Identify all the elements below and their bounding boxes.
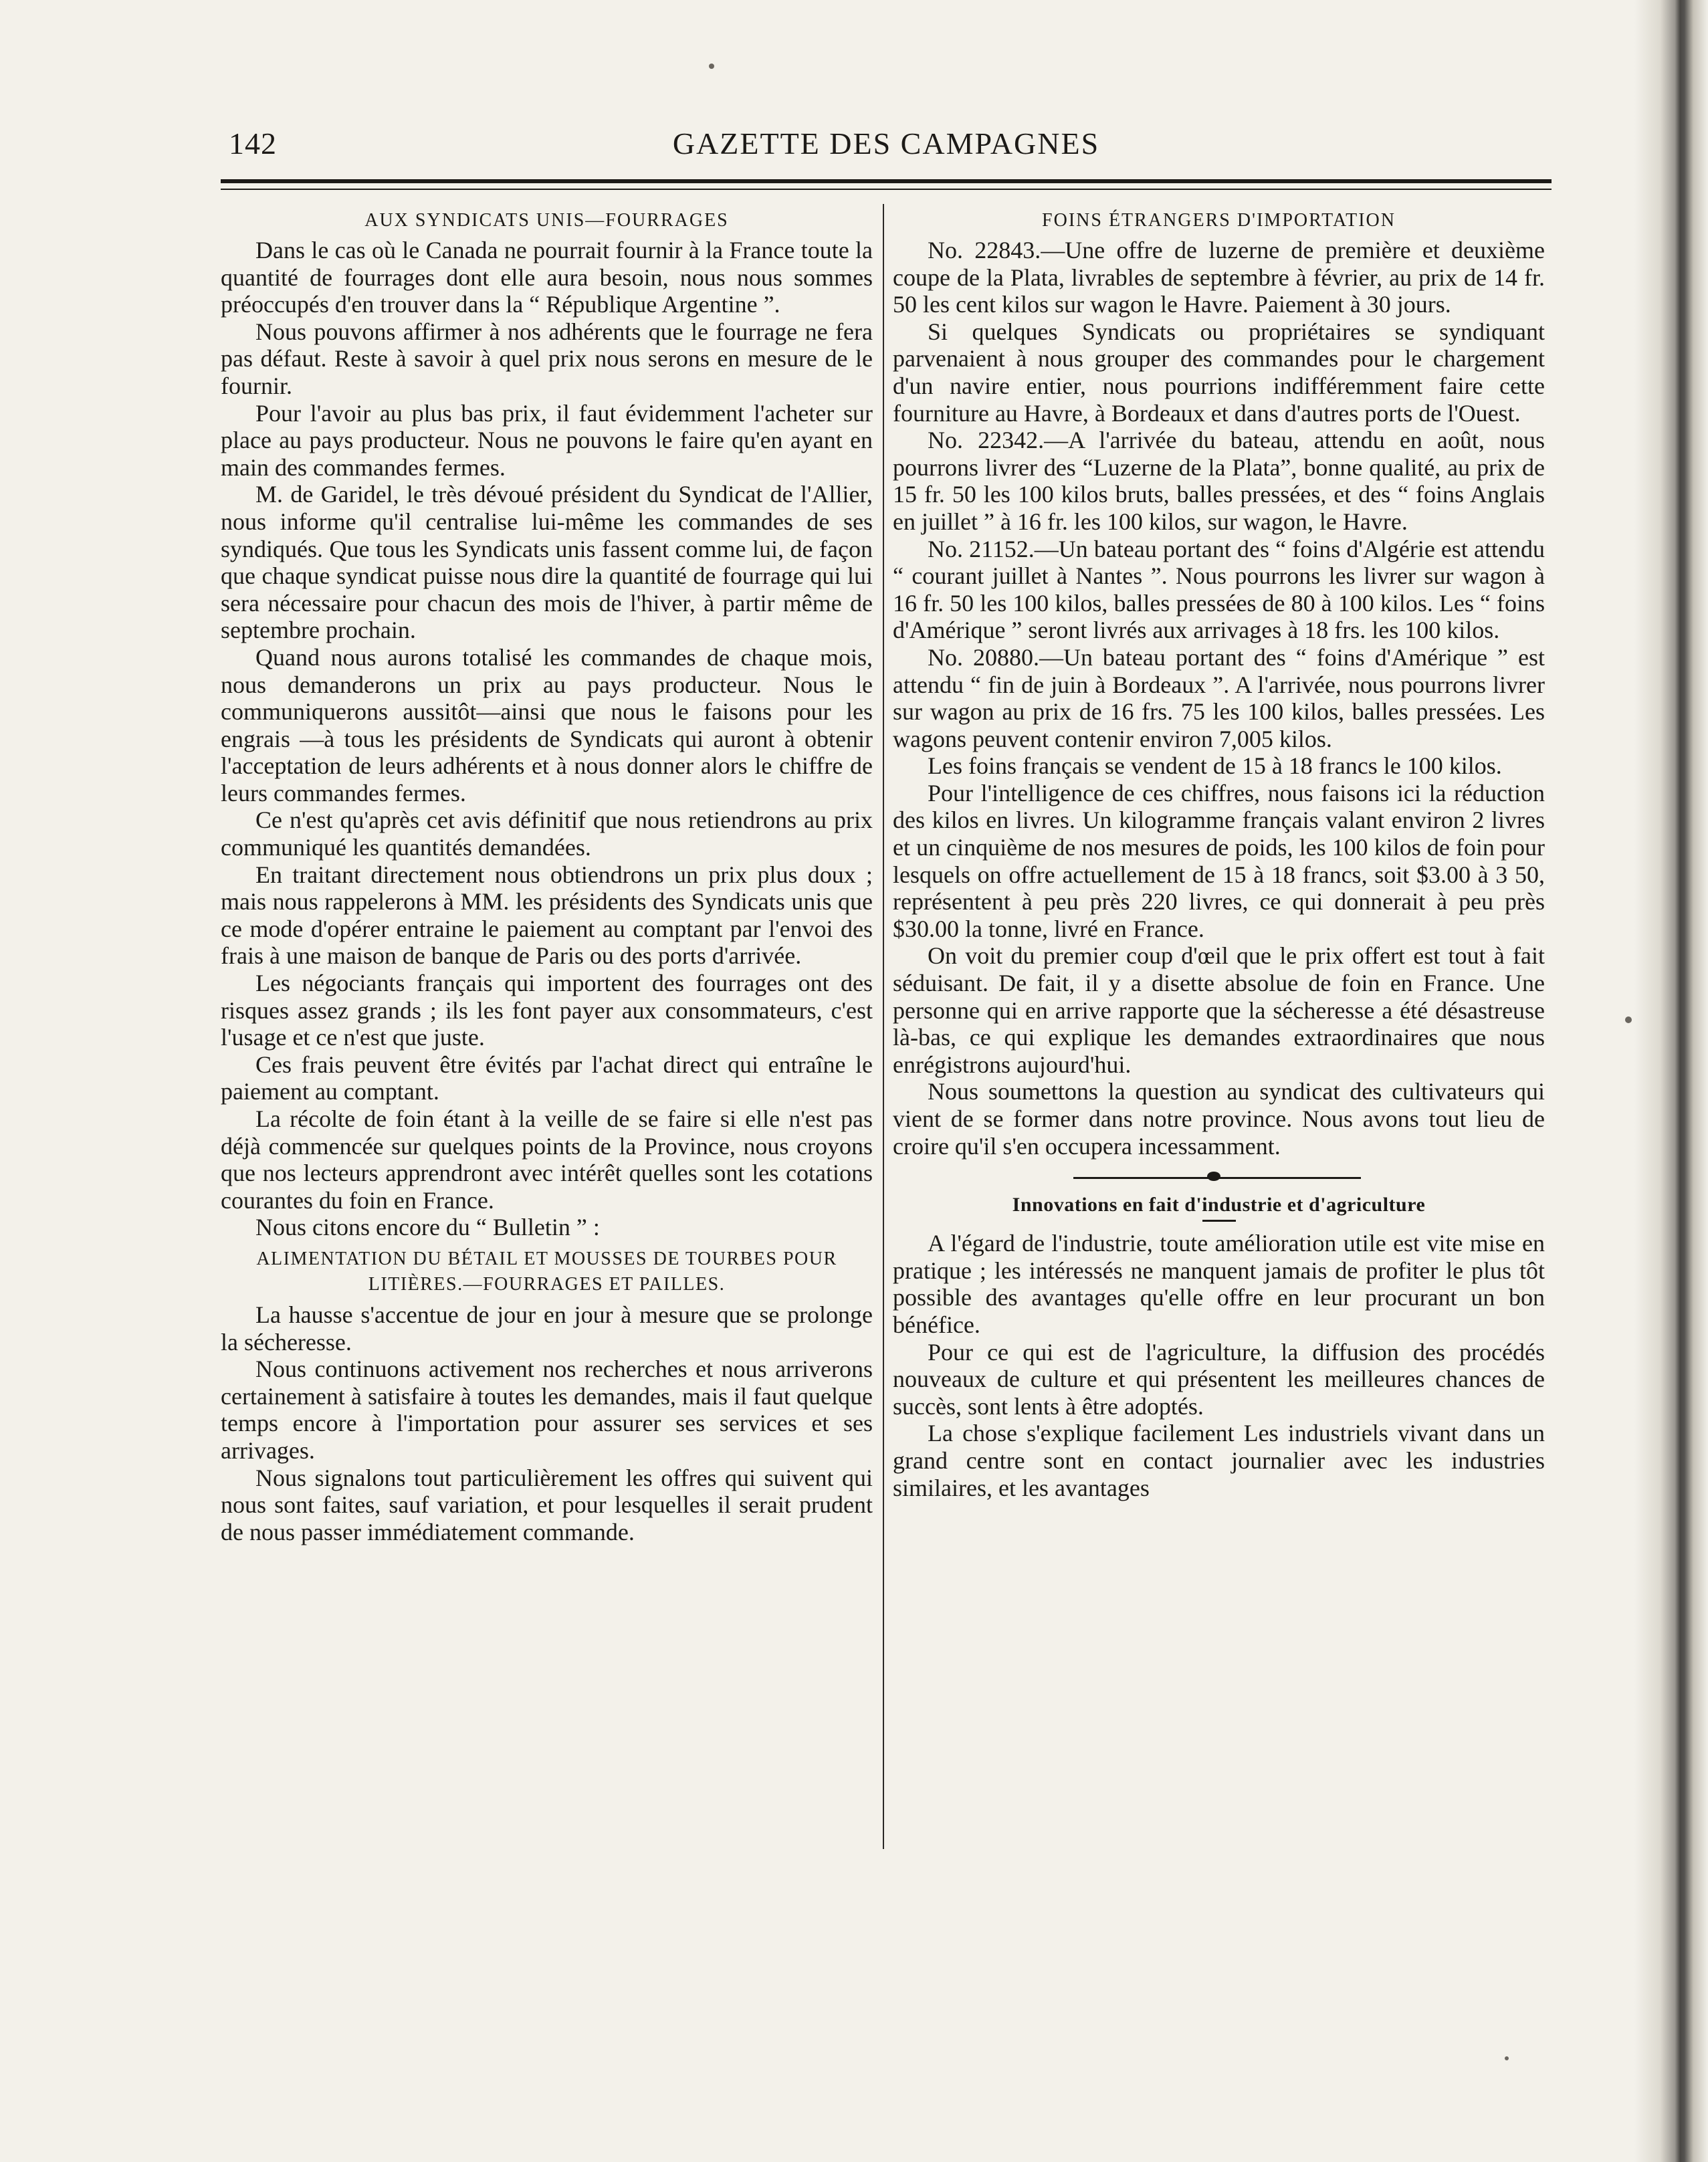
scan-speck bbox=[1505, 2056, 1509, 2060]
paragraph: Pour l'avoir au plus bas prix, il faut évidemment l'acheter sur place au pays producteur. Nous ne pouvons le faire qu'en ayant en main des commandes fermes. bbox=[221, 399, 873, 481]
paragraph: No. 21152.—Un bateau portant des “ foins d'Algérie est attendu “ courant juillet à Nantes ”. Nous pourrons les livrer sur wagon à 16 fr. 50 les 100 kilos, balles pressées de 80 à 100 kilos. Les “ foins d'Amérique ” seront livrés aux arrivages à 18 frs. les 100 kilos. bbox=[893, 535, 1545, 644]
paragraph: Nous pouvons affirmer à nos adhérents que le fourrage ne fera pas défaut. Reste à savoir à quel prix nous serons en mesure de le fournir. bbox=[221, 318, 873, 399]
paragraph: No. 22843.—Une offre de luzerne de première et deuxième coupe de la Plata, livrables de septembre à février, au prix de 14 fr. 50 les cent kilos sur wagon le Havre. Paiement à 30 jours. bbox=[893, 237, 1545, 318]
paragraph: On voit du premier coup d'œil que le prix offert est tout à fait séduisant. De fait, il y a disette absolue de foin en France. Une personne qui en arrive rapporte que la sécheresse a été désastreuse là-bas, ce qui explique les demandes extraordinaires que nous enrégistrons aujourd'hui. bbox=[893, 942, 1545, 1078]
paragraph: Les négociants français qui importent des fourrages ont des risques assez grands ; ils les font payer aux consommateurs, c'est l'usage et ce n'est que juste. bbox=[221, 970, 873, 1051]
paragraph: La récolte de foin étant à la veille de se faire si elle n'est pas déjà commencée sur quelques points de la Province, nous croyons que nos lecteurs apprendront avec intérêt quelles sont les cotations courantes du foin en France. bbox=[221, 1105, 873, 1214]
running-head bbox=[221, 120, 1552, 167]
header-rule-thick bbox=[221, 179, 1552, 183]
paragraph: Dans le cas où le Canada ne pourrait fournir à la France toute la quantité de fourrages dont elle aura besoin, nous nous sommes préoccupés d'en trouver dans la “ République Argentine ”. bbox=[221, 237, 873, 318]
section-dash bbox=[1202, 1220, 1236, 1222]
header-rule-thin bbox=[221, 189, 1552, 190]
page-number: 142 bbox=[229, 126, 277, 160]
scan-binding-edge bbox=[1634, 0, 1708, 2162]
newspaper-page bbox=[221, 107, 1552, 2100]
left-column bbox=[221, 207, 873, 2080]
paragraph: A l'égard de l'industrie, toute amélioration utile est vite mise en pratique ; les intéressés ne manquent jamais de profiter le plus tôt possible des avantages qu'elle offre en leur procurant un bon bénéfice. bbox=[893, 1230, 1545, 1338]
paragraph: M. de Garidel, le très dévoué président du Syndicat de l'Allier, nous informe qu'il centralise lui-même les commandes de ses syndiqués. Que tous les Syndicats unis fassent comme lui, de façon que chaque syndicat puisse nous dire la quantité de fourrage qui lui sera nécessaire pour chacun des mois de l'hiver, à partir même de septembre prochain. bbox=[221, 481, 873, 644]
paragraph: En traitant directement nous obtiendrons un prix plus doux ; mais nous rappelerons à MM. les présidents des Syndicats unis que ce mode d'opérer entraine le paiement au comptant par l'envoi des frais à une maison de banque de Paris ou des ports d'arrivée. bbox=[221, 861, 873, 970]
ornament-dot bbox=[1207, 1172, 1220, 1181]
paragraph: Nous citons encore du “ Bulletin ” : bbox=[255, 1214, 600, 1241]
paragraph: Nous soumettons la question au syndicat des cultivateurs qui vient de se former dans notre province. Nous avons tout lieu de croire qu'il s'en occupera incessamment. bbox=[893, 1078, 1545, 1160]
right-column bbox=[893, 207, 1545, 2080]
article-heading-foins: FOINS ÉTRANGERS D'IMPORTATION bbox=[1042, 210, 1396, 231]
paragraph: Les foins français se vendent de 15 à 18 francs le 100 kilos. bbox=[928, 752, 1502, 780]
paragraph: La chose s'explique facilement Les industriels vivant dans un grand centre sont en contact journalier avec les industries similaires, et les avantages bbox=[893, 1420, 1545, 1501]
paragraph: No. 20880.—Un bateau portant des “ foins d'Amérique ” est attendu “ fin de juin à Bordeaux ”. A l'arrivée, nous pourrons livrer sur wagon au prix de 16 frs. 75 les 100 kilos, balles pressées. Les wagons peuvent contenir environ 7,005 kilos. bbox=[893, 643, 1545, 752]
paragraph: No. 22342.—A l'arrivée du bateau, attendu en août, nous pourrons livrer des “Luzerne de la Plata”, bonne qualité, au prix de 15 fr. 50 les 100 kilos bruts, balles pressées, et des “ foins Anglais en juillet ” à 16 fr. les 100 kilos, sur wagon, le Havre. bbox=[893, 427, 1545, 535]
paragraph: Pour ce qui est de l'agriculture, la diffusion des procédés nouveaux de culture et qui présentent les meilleures chances de succès, sont lents à être adoptés. bbox=[893, 1338, 1545, 1420]
paragraph: Si quelques Syndicats ou propriétaires se syndiquant parvenaient à nous grouper des commandes pour le chargement d'un navire entier, nous pourrions indifféremment faire cette fourniture au Havre, à Bordeaux et dans d'autres ports de l'Ouest. bbox=[893, 318, 1545, 427]
paragraph: Nous continuons activement nos recherches et nous arriverons certainement à satisfaire à toutes les demandes, mais il faut quelque temps encore à l'importation pour assurer ses services et ses arrivages. bbox=[221, 1356, 873, 1464]
scan-speck bbox=[1625, 1016, 1632, 1023]
paragraph: Ces frais peuvent être évités par l'achat direct qui entraîne le paiement au comptant. bbox=[221, 1051, 873, 1105]
paragraph: Pour l'intelligence de ces chiffres, nous faisons ici la réduction des kilos en livres. Un kilogramme français valant environ 2 livres et un cinquième de nos mesures de poids, les 100 kilos de foin pour lesquels on offre actuellement de 15 à 18 francs, soit $3.00 à 3 50, représentent à peu près 220 livres, ce qui donnerait à peu près $30.00 la tonne, livré en France. bbox=[893, 779, 1545, 942]
paragraph: Quand nous aurons totalisé les commandes de chaque mois, nous demanderons un prix au pays producteur. Nous le communiquerons aussitôt—ainsi que nous le faisons pour les engrais —à tous les présidents de Syndicats qui auront à obtenir l'acceptation de leurs adhérents et à nous donner alors le chiffre de leurs commandes fermes. bbox=[221, 643, 873, 806]
paragraph: Nous signalons tout particulièrement les offres qui suivent qui nous sont faites, sauf variation, et pour lesquelles il serait prudent de nous passer immédiatement commande. bbox=[221, 1464, 873, 1545]
section-title-innovations: Innovations en fait d'industrie et d'agriculture bbox=[1012, 1194, 1426, 1216]
subheading-alimentation: ALIMENTATION DU BÉTAIL ET MOUSSES DE TOURBES POUR LITIÈRES.—FOURRAGES ET PAILLES. bbox=[256, 1248, 837, 1295]
paragraph: La hausse s'accentue de jour en jour à mesure que se prolonge la sécheresse. bbox=[221, 1301, 873, 1356]
scan-speck bbox=[709, 64, 714, 69]
journal-title: GAZETTE DES CAMPAGNES bbox=[672, 126, 1100, 160]
column-divider bbox=[883, 204, 884, 1849]
article-heading-syndicats: AUX SYNDICATS UNIS—FOURRAGES bbox=[364, 210, 729, 231]
paragraph: Ce n'est qu'après cet avis définitif que nous retiendrons au prix communiqué les quantités demandées. bbox=[221, 806, 873, 861]
section-ornament bbox=[893, 1165, 1545, 1192]
